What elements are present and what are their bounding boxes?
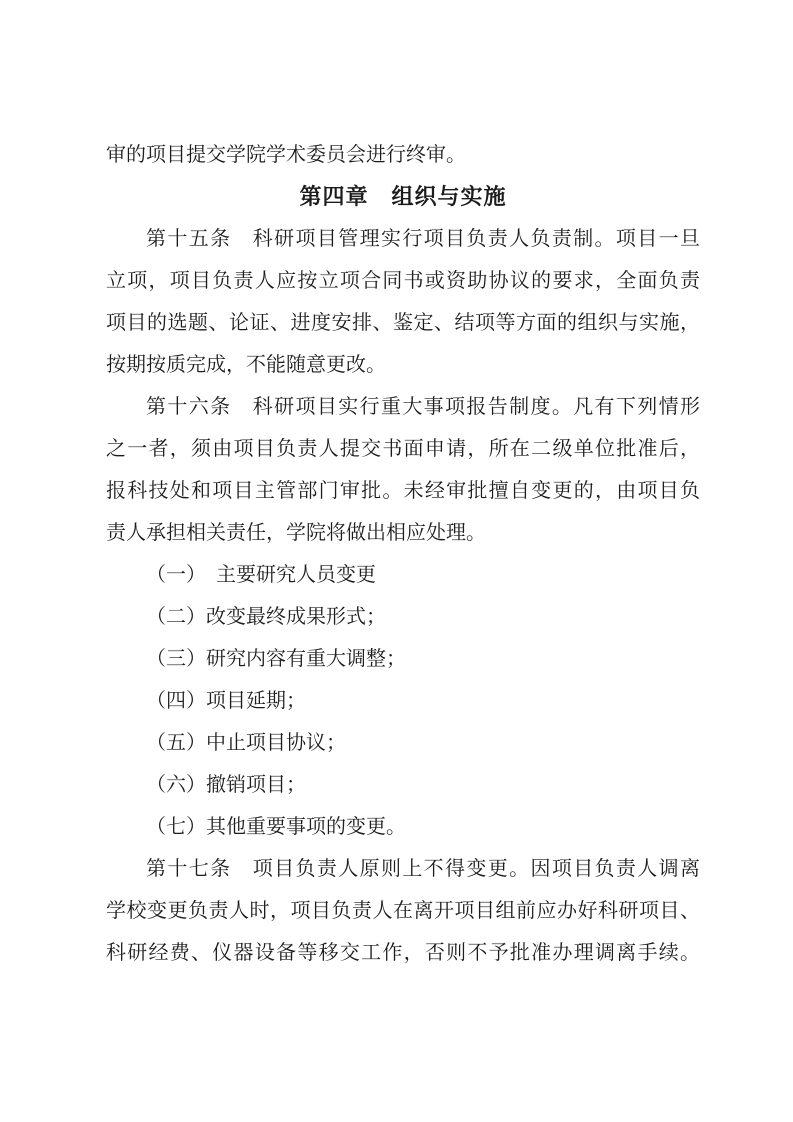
article-15-line: 立项，项目负责人应按立项合同书或资助协议的要求，全面负责 (106, 270, 700, 292)
chapter-heading: 第四章 组织与实施 (299, 184, 507, 209)
article-16-line: 责人承担相关责任，学院将做出相应处理。 (106, 522, 486, 544)
list-item: （四）项目延期； (146, 690, 306, 712)
list-item: （一） 主要研究人员变更 (146, 564, 376, 586)
list-item: （三）研究内容有重大调整； (146, 648, 406, 670)
list-item: （七）其他重要事项的变更。 (146, 816, 406, 838)
article-15-line: 第十五条 科研项目管理实行项目负责人负责制。项目一旦 (146, 228, 700, 250)
article-15-line: 项目的选题、论证、进度安排、鉴定、结项等方面的组织与实施， (106, 312, 700, 334)
article-17-line: 学校变更负责人时，项目负责人在离开项目组前应办好科研项目、 (106, 900, 700, 922)
article-16-line: 第十六条 科研项目实行重大事项报告制度。凡有下列情形 (146, 396, 700, 418)
continuation-line: 审的项目提交学院学术委员会进行终审。 (106, 144, 466, 166)
list-item: （五）中止项目协议； (146, 732, 346, 754)
article-17-line: 第十七条 项目负责人原则上不得变更。因项目负责人调离 (146, 858, 700, 880)
document-content (106, 134, 700, 974)
article-16-line: 之一者，须由项目负责人提交书面申请，所在二级单位批准后， (106, 438, 700, 460)
article-16-line: 报科技处和项目主管部门审批。未经审批擅自变更的，由项目负 (106, 480, 700, 502)
list-item: （六）撤销项目； (146, 774, 306, 796)
article-17-line: 科研经费、仪器设备等移交工作，否则不予批准办理调离手续。 (106, 942, 700, 964)
list-item: （二）改变最终成果形式； (146, 606, 386, 628)
article-15-line: 按期按质完成，不能随意更改。 (106, 354, 386, 376)
